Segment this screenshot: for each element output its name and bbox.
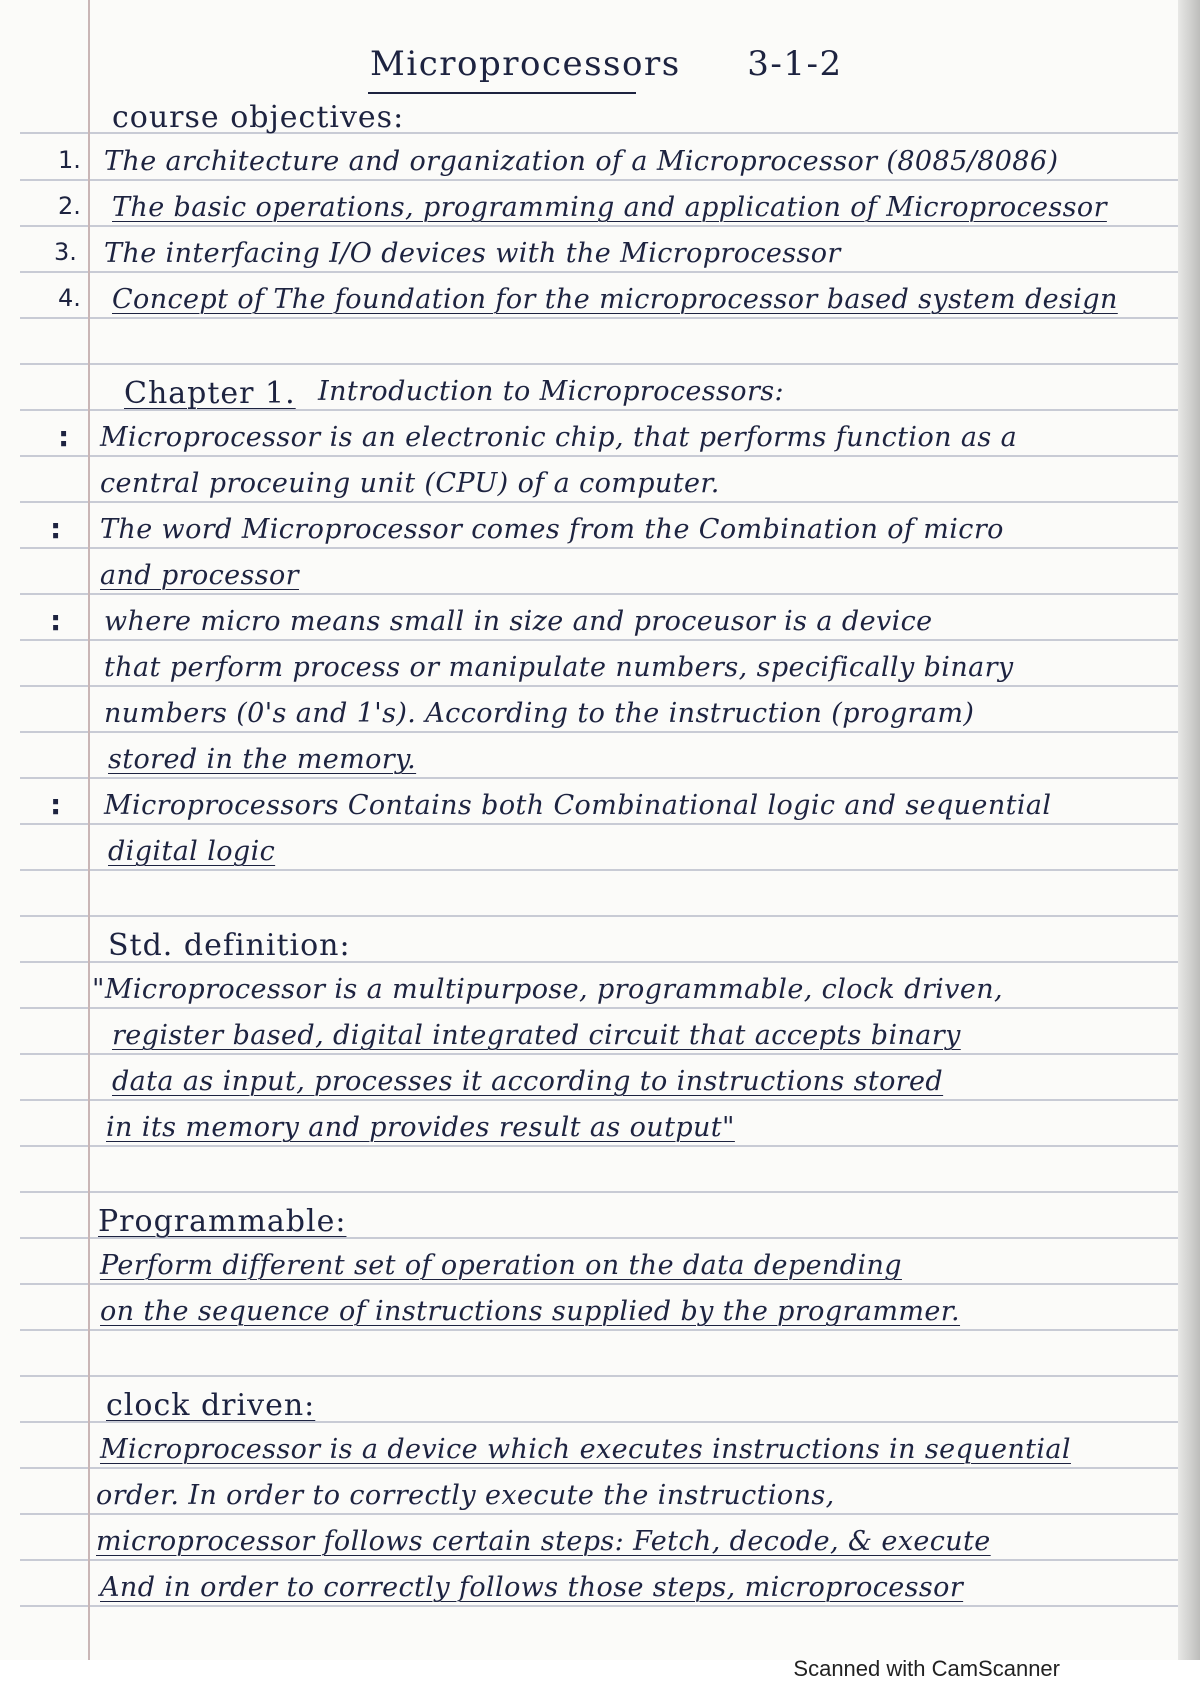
intro-line: Microprocessors Contains both Combinational logic and sequential [104, 790, 1052, 821]
intro-line: stored in the memory. [108, 744, 417, 775]
clock-driven-line: And in order to correctly follows those steps, microprocessor [100, 1572, 964, 1603]
objective-number: 2. [58, 192, 81, 220]
chapter-title: Introduction to Microprocessors: [318, 376, 784, 407]
clock-driven-line: microprocessor follows certain steps: Fetch, decode, & execute [96, 1526, 991, 1557]
course-code: 3-1-2 [747, 44, 843, 84]
clock-driven-line: order. In order to correctly execute the instructions, [96, 1480, 835, 1511]
definition-line: register based, digital integrated circuit that accepts binary [112, 1020, 961, 1051]
bullet-colon: : [58, 420, 70, 453]
clock-driven-heading: clock driven: [106, 1388, 316, 1423]
chapter-heading: Chapter 1. [124, 376, 296, 411]
programmable-line: Perform different set of operation on the data depending [100, 1250, 902, 1281]
intro-line: The word Microprocessor comes from the Combination of micro [100, 514, 1004, 545]
intro-line: digital logic [108, 836, 276, 867]
bullet-colon: : [50, 604, 62, 637]
definition-line: in its memory and provides result as output" [106, 1112, 735, 1143]
objective-number: 1. [58, 146, 81, 174]
objective-item: The architecture and organization of a Microprocessor (8085/8086) [104, 146, 1059, 177]
objective-item: Concept of The foundation for the microprocessor based system design [112, 284, 1118, 315]
intro-line: central proceuing unit (CPU) of a computer. [100, 468, 720, 499]
intro-line: where micro means small in size and proceusor is a device [104, 606, 933, 637]
definition-line: "Microprocessor is a multipurpose, programmable, clock driven, [92, 974, 1003, 1005]
page-edge-shadow [1178, 0, 1200, 1660]
page-title [370, 44, 843, 84]
clock-driven-line: Microprocessor is a device which executes instructions in sequential [100, 1434, 1071, 1465]
intro-line: and processor [100, 560, 299, 591]
programmable-heading: Programmable: [98, 1204, 347, 1239]
bullet-colon: : [50, 788, 62, 821]
objective-number: 4. [58, 284, 81, 312]
definition-heading: Std. definition: [108, 928, 351, 963]
title-underline [368, 92, 636, 94]
bullet-colon: : [50, 512, 62, 545]
objective-item: The interfacing I/O devices with the Microprocessor [104, 238, 841, 269]
scanner-watermark: Scanned with CamScanner [793, 1656, 1060, 1681]
objectives-heading: course objectives: [112, 100, 405, 135]
objective-item: The basic operations, programming and application of Microprocessor [112, 192, 1107, 223]
programmable-line: on the sequence of instructions supplied by the programmer. [100, 1296, 961, 1327]
margin-line [88, 0, 90, 1660]
title-text: Microprocessors [370, 44, 681, 84]
intro-line: Microprocessor is an electronic chip, that performs function as a [100, 422, 1018, 453]
intro-line: numbers (0's and 1's). According to the instruction (program) [104, 698, 975, 729]
definition-line: data as input, processes it according to instructions stored [112, 1066, 944, 1097]
intro-line: that perform process or manipulate numbers, specifically binary [104, 652, 1014, 683]
objective-number: 3. [54, 238, 77, 266]
